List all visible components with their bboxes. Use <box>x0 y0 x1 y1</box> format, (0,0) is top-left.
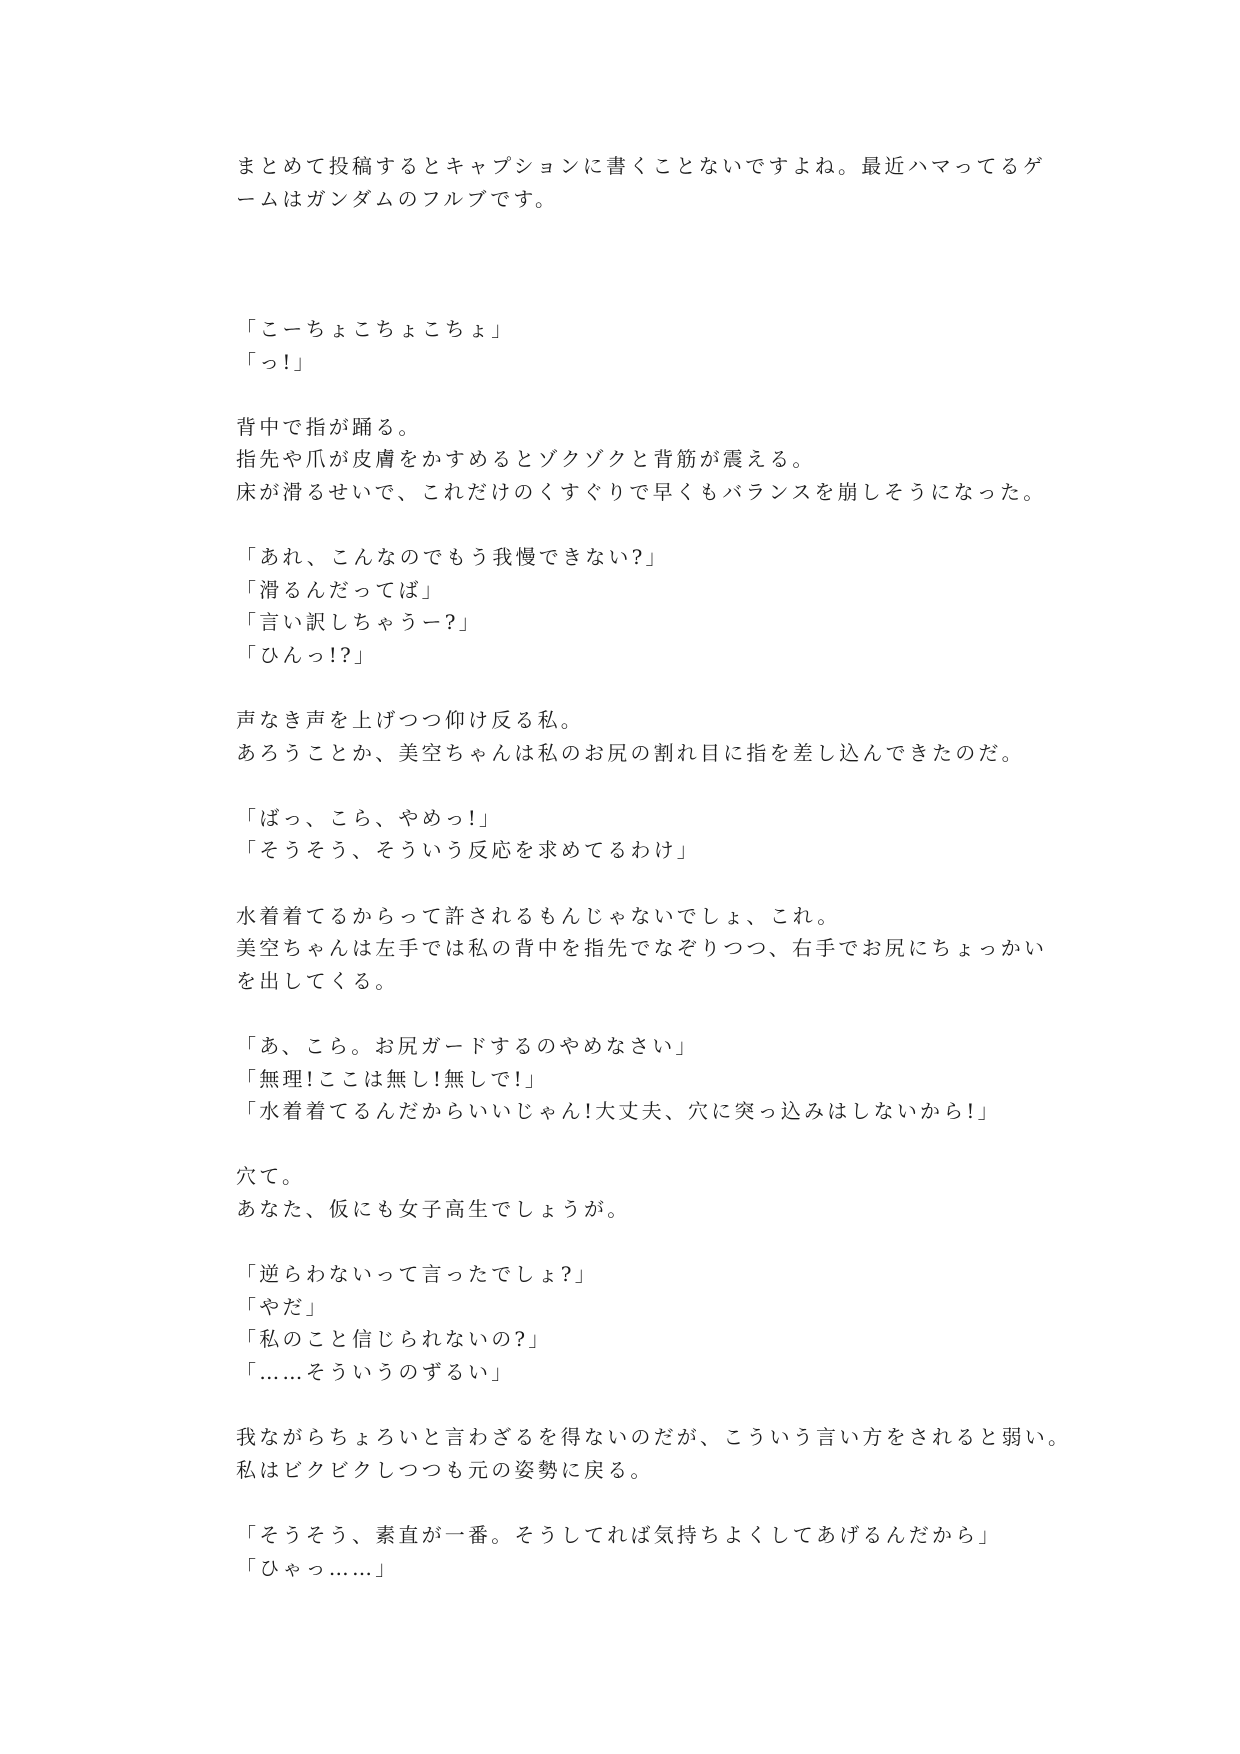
dialogue-line: 「っ!」 <box>236 349 317 374</box>
dialogue-line: 「やだ」 <box>236 1294 329 1319</box>
paragraph-gap <box>236 867 1026 900</box>
paragraph-gap <box>236 769 1026 802</box>
dialogue-line: 「……そういうのずるい」 <box>236 1359 515 1384</box>
dialogue-line: 「逆らわないって言ったでしょ?」 <box>236 1262 598 1287</box>
paragraph-gap <box>236 997 1026 1030</box>
dialogue-line: 「こーちょこちょこちょ」 <box>236 316 515 341</box>
dialogue-line: 「ひんっ!?」 <box>236 642 378 667</box>
caption-line: ームはガンダムのフルブです。 <box>236 186 559 211</box>
dialogue-line: 「あれ、こんなのでもう我慢できない?」 <box>236 545 669 570</box>
document-body <box>236 150 1072 1584</box>
narration-line: 美空ちゃんは左手では私の背中を指先でなぞりつつ、右手でお尻にちょっかい <box>236 936 1048 961</box>
caption-line: まとめて投稿するとキャプションに書くことないですよね。最近ハマってるゲ <box>236 154 1046 178</box>
dialogue-line: 「ばっ、こら、やめっ!」 <box>236 805 503 830</box>
narration-line: 水着着てるからって許されるもんじゃないでしょ、これ。 <box>236 903 841 928</box>
dialogue-line: 「あ、こら。お尻ガードするのやめなさい」 <box>236 1034 699 1059</box>
dialogue-line: 「私のこと信じられないの?」 <box>236 1327 552 1352</box>
paragraph-gap <box>236 1128 1026 1161</box>
dialogue-line: 「そうそう、素直が一番。そうしてれば気持ちよくしてあげるんだから」 <box>236 1522 1002 1547</box>
dialogue-line: 「ひゃっ……」 <box>236 1555 399 1580</box>
narration-line: 床が滑るせいで、これだけのくすぐりで早くもバランスを崩しそうになった。 <box>236 479 1047 504</box>
narration-line: 指先や爪が皮膚をかすめるとゾクゾクと背筋が震える。 <box>236 447 816 472</box>
narration-line: あろうことか、美空ちゃんは私のお尻の割れ目に指を差し込んできたのだ。 <box>236 740 1025 765</box>
paragraph-gap <box>236 672 1026 705</box>
dialogue-line: 「言い訳しちゃうー?」 <box>236 610 482 635</box>
paragraph-gap <box>236 1226 1026 1259</box>
narration-line: 背中で指が踊る。 <box>236 414 422 439</box>
narration-line: 我ながらちょろいと言わざるを得ないのだが、こういう言い方をされると弱い。 <box>236 1425 1072 1450</box>
dialogue-line: 「水着着てるんだからいいじゃん!大丈夫、穴に突っ込みはしないから!」 <box>236 1099 1001 1124</box>
narration-line: を出してくる。 <box>236 968 399 993</box>
section-gap <box>236 215 1026 313</box>
dialogue-line: 「そうそう、そういう反応を求めてるわけ」 <box>236 838 700 863</box>
narration-line: 私はビクビクしつつも元の姿勢に戻る。 <box>236 1457 654 1482</box>
dialogue-line: 「滑るんだってば」 <box>236 577 445 602</box>
paragraph-gap <box>236 509 1026 542</box>
narration-line: あなた、仮にも女子高生でしょうが。 <box>236 1197 631 1222</box>
dialogue-line: 「無理!ここは無し!無しで!」 <box>236 1066 549 1091</box>
narration-line: 声なき声を上げつつ仰け反る私。 <box>236 708 584 733</box>
paragraph-gap <box>236 378 1026 411</box>
paragraph-gap <box>236 1389 1026 1422</box>
narration-line: 穴て。 <box>236 1164 306 1189</box>
paragraph-gap <box>236 1486 1026 1519</box>
